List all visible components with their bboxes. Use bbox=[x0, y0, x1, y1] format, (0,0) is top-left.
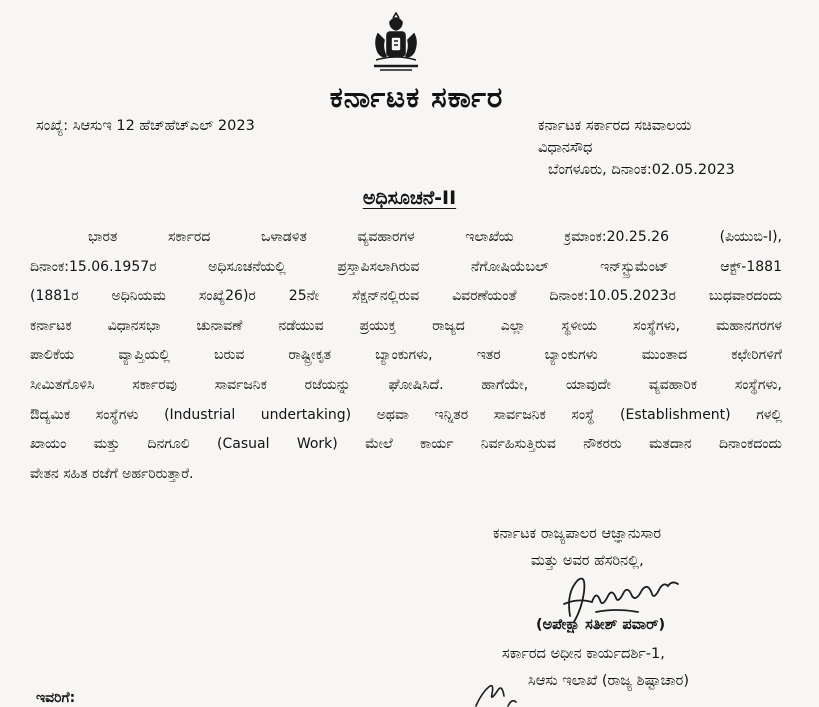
body-line: ಕರ್ನಾಟಕ ವಿಧಾನಸಭಾ ಚುನಾವಣೆ ನಡೆಯುವ ಪ್ರಯುಕ್ತ ರಾಜ್ಯದ ಎಲ್ಲಾ ಸ್ಥಳೀಯ ಸಂಸ್ಥೆಗಳು, ಮಹಾನಗರಗಳ bbox=[30, 317, 782, 334]
state-emblem-icon bbox=[368, 12, 424, 76]
body-line: ಸೀಮಿತಗೊಳಿಸಿ ಸರ್ಕಾರವು ಸಾರ್ವಜನಿಕ ರಜೆಯನ್ನು ಘೋಷಿಸಿದೆ. ಹಾಗೆಯೇ, ಯಾವುದೇ ವ್ಯವಹಾರಿಕ ಸಂಸ್ಥೆಗಳು, bbox=[30, 376, 782, 393]
authority-block bbox=[493, 521, 661, 575]
page-title: ಕರ್ನಾಟಕ ಸರ್ಕಾರ bbox=[329, 80, 504, 114]
copy-to-label: ಇವರಿಗೆ: bbox=[36, 690, 76, 706]
designation-line: ಸಿಆಸು ಇಲಾಖೆ (ರಾಜ್ಯ ಶಿಷ್ಟಾಚಾರ) bbox=[528, 673, 689, 689]
office-address bbox=[538, 115, 735, 181]
authority-line: ಕರ್ನಾಟಕ ರಾಜ್ಯಪಾಲರ ಆಜ್ಞಾನುಸಾರ bbox=[493, 526, 662, 542]
designation-line: ಸರ್ಕಾರದ ಅಧೀನ ಕಾರ್ಯದರ್ಶಿ-1, bbox=[502, 646, 665, 662]
address-line: ಕರ್ನಾಟಕ ಸರ್ಕಾರದ ಸಚಿವಾಲಯ bbox=[538, 118, 692, 134]
signer-name: (ಅಪೇಕ್ಷಾ ಸತೀಶ್ ಪವಾರ್) bbox=[536, 617, 666, 633]
address-line: ವಿಧಾನಸೌಧ bbox=[538, 140, 593, 156]
reference-number: ಸಂಖ್ಯೆ: ಸಿಆಸುಇ 12 ಹೆಚ್‌ಹೆಚ್‌ಎಲ್ 2023 bbox=[36, 118, 255, 134]
notification-title-text: ಅಧಿಸೂಚನೆ-II bbox=[362, 187, 457, 209]
designation-block bbox=[502, 641, 689, 695]
body-line: ಖಾಯಂ ಮತ್ತು ದಿನಗೂಲಿ (Casual Work) ಮೇಲೆ ಕಾರ್ಯ ನಿರ್ವಹಿಸುತ್ತಿರುವ ನೌಕರರು ಮತದಾನ ದಿನಾಂಕದಂದು bbox=[30, 436, 782, 453]
notification-title bbox=[0, 187, 819, 209]
notification-body bbox=[30, 223, 782, 489]
body-line: (1881ರ ಅಧಿನಿಯಮ ಸಂಖ್ಯೆ26)ರ 25ನೇ ಸೆಕ್ಷನ್‌ನಲ್ಲಿರುವ ವಿವರಣೆಯಂತೆ ದಿನಾಂಕ:10.05.2023ರ ಬುಧವಾರದಂದು bbox=[30, 288, 782, 305]
authority-line: ಮತ್ತು ಅವರ ಹೆಸರಿನಲ್ಲಿ, bbox=[531, 553, 644, 569]
date-line: ಬೆಂಗಳೂರು, ದಿನಾಂಕ:02.05.2023 bbox=[548, 162, 735, 178]
stamp-mark-icon bbox=[468, 680, 528, 707]
body-line: ಔದ್ಯಮಿಕ ಸಂಸ್ಥೆಗಳು (Industrial undertaking) ಅಥವಾ ಇನ್ನಿತರ ಸಾರ್ವಜನಿಕ ಸಂಸ್ಥೆ (Establishment) ಗಳಲ್ಲಿ bbox=[30, 406, 782, 423]
body-line: ಪಾಲಿಕೆಯ ವ್ಯಾಪ್ತಿಯಲ್ಲಿ ಬರುವ ರಾಷ್ಟ್ರೀಕೃತ ಬ್ಯಾಂಕುಗಳು, ಇತರ ಬ್ಯಾಂಕುಗಳು ಮುಂತಾದ ಕಛೇರಿಗಳಿಗೆ bbox=[30, 347, 782, 364]
body-line: ವೇತನ ಸಹಿತ ರಜೆಗೆ ಅರ್ಹರಿರುತ್ತಾರೆ. bbox=[30, 465, 194, 482]
body-line: ಭಾರತ ಸರ್ಕಾರದ ಒಳಾಡಳಿತ ವ್ಯವಹಾರಗಳ ಇಲಾಖೆಯ ಕ್ರಮಾಂಕ:20.25.26 (ಪಿಯುಬಿ-I), bbox=[88, 229, 782, 245]
body-line: ದಿನಾಂಕ:15.06.1957ರ ಅಧಿಸೂಚನೆಯಲ್ಲಿ ಪ್ರಸ್ತಾಪಿಸಲಾಗಿರುವ ನೆಗೋಷಿಯೆಬಲ್ ಇನ್‌ಸ್ಟ್ರುಮೆಂಟ್ ಆಕ್ಟ್-1881 bbox=[30, 258, 782, 275]
